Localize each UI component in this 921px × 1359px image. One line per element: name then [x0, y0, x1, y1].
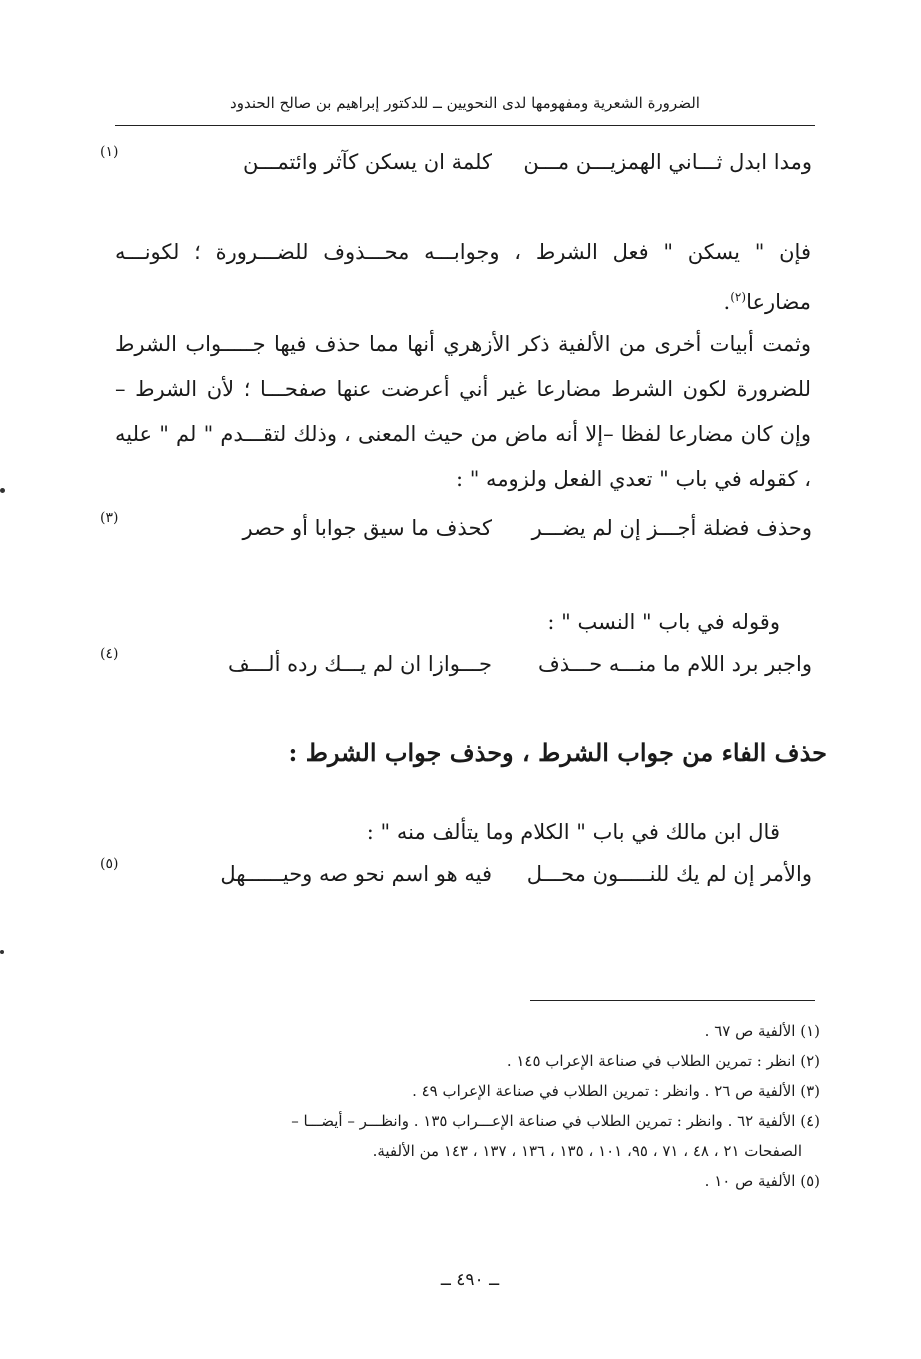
verse-1-first-hemistich: ومدا ابدل ثـــاني الهمزيـــن مـــن [523, 150, 812, 174]
paragraph-1-footnote-ref: (٢) [730, 290, 747, 304]
verse-3 [100, 646, 812, 692]
footnote-5: (٥) الألفية ص ١٠ . [704, 1172, 820, 1190]
verse-1-second-hemistich: كلمة ان يسكن كآثر وائتمـــن [242, 150, 492, 174]
page-number: ــ ٤٩٠ ــ [440, 1270, 500, 1290]
scan-mark [0, 950, 4, 954]
scan-mark [0, 488, 5, 493]
running-header: الضرورة الشعرية ومفهومها لدى النحويين ــ للدكتور إبراهيم بن صالح الحندود [230, 94, 700, 112]
paragraph-1-text: فإن " يسكن " فعل الشرط ، وجوابـــه محـــذوف للضـــرورة ؛ لكونـــه مضارعا [115, 240, 811, 314]
paragraph-1-end: . [723, 290, 731, 314]
footnote-4: (٤) الألفية ٦٢ . وانظر : تمرين الطلاب في صناعة الإعـــراب ١٣٥ . وانظـــر – أيضـــا – [291, 1112, 820, 1130]
footnote-rule [530, 1000, 815, 1001]
verse-1 [100, 144, 812, 190]
verse-4 [100, 856, 812, 902]
verse-4-first-hemistich: والأمر إن لم يك للنـــــون محـــل [526, 862, 812, 886]
paragraph-4: قال ابن مالك في باب " الكلام وما يتألف منه " : [366, 820, 780, 844]
paragraph-3: وقوله في باب " النسب " : [547, 610, 780, 634]
verse-2-first-hemistich: وحذف فضلة أجـــز إن لم يضـــر [531, 516, 812, 540]
verse-2 [100, 510, 812, 556]
footnote-1: (١) الألفية ص ٦٧ . [704, 1022, 820, 1040]
paragraph-1 [115, 230, 811, 325]
footnote-4-continuation: الصفحات ٢١ ، ٤٨ ، ٧١ ، ٩٥، ١٠١ ، ١٣٥ ، ١٣٦ ، ١٣٧ ، ١٤٣ من الألفية. [372, 1142, 802, 1160]
footnote-3: (٣) الألفية ص ٢٦ . وانظر : تمرين الطلاب في صناعة الإعراب ٤٩ . [412, 1082, 820, 1100]
verse-4-footnote-ref: (٥) [100, 856, 119, 872]
verse-2-footnote-ref: (٣) [100, 510, 119, 526]
section-heading: حذف الفاء من جواب الشرط ، وحذف جواب الشرط : [288, 738, 827, 767]
footnote-2: (٢) انظر : تمرين الطلاب في صناعة الإعراب ١٤٥ . [506, 1052, 820, 1070]
verse-2-second-hemistich: كحذف ما سيق جوابا أو حصر [242, 516, 492, 540]
verse-3-footnote-ref: (٤) [100, 646, 119, 662]
verse-4-second-hemistich: فيه هو اسم نحو صه وحيــــــهل [220, 862, 492, 886]
paragraph-2: وثمت أبيات أخرى من الألفية ذكر الأزهري أنها مما حذف فيها جـــــواب الشرط للضرورة لكون الشرط مضارعا غير أني أعرضت عنها صفحـــا ؛ لأن الشرط – وإن كان مضارعا لفظا –إلا أنه ماض من حيث المعنى ، وذلك لتقـــدم " لم " عليه ، كقوله في باب " تعدي الفعل ولزومه " : [115, 332, 811, 491]
verse-3-second-hemistich: جـــوازا ان لم يـــك رده ألـــف [227, 652, 492, 676]
verse-1-footnote-ref: (١) [100, 144, 119, 160]
header-rule [115, 125, 815, 126]
verse-3-first-hemistich: واجبر برد اللام ما منـــه حـــذف [538, 652, 812, 676]
footnotes [112, 1016, 820, 1196]
